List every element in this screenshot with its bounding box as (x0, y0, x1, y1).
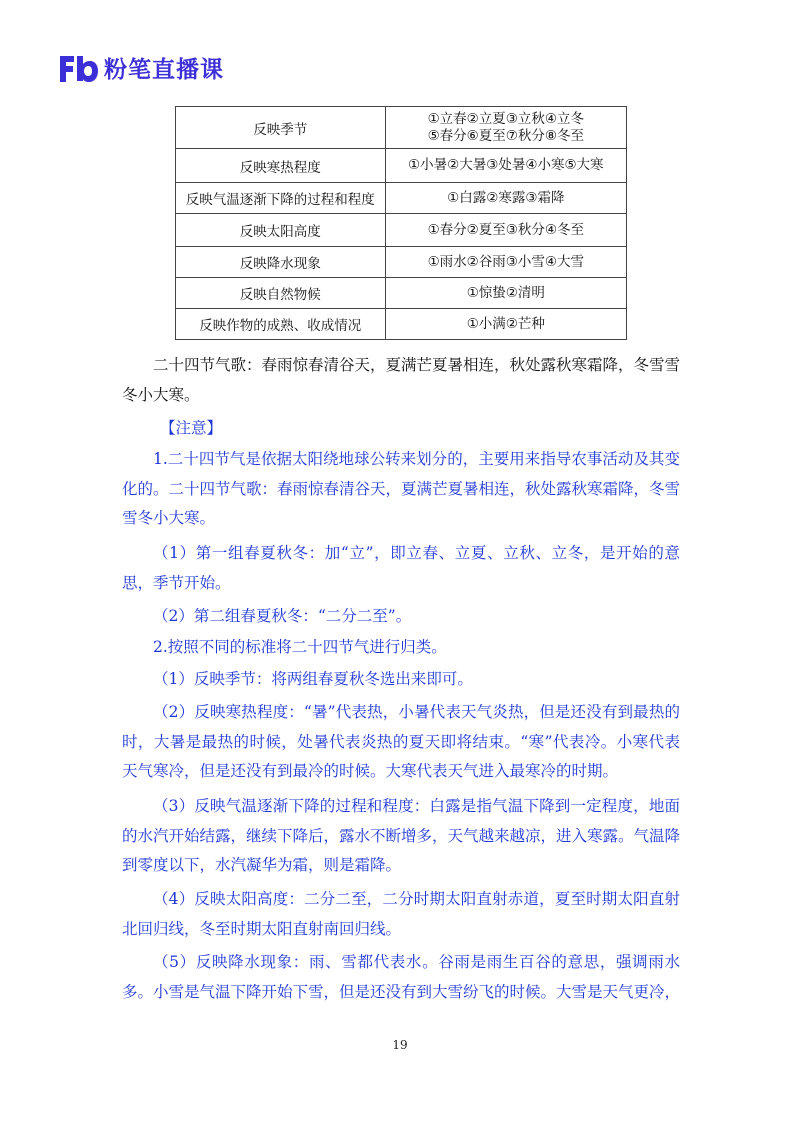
table-cell-terms: ①小满②芒种 (385, 309, 626, 340)
note-paragraph-2-2: （2）反映寒热程度：“暑”代表热，小暑代表天气炎热，但是还没有到最热的时，大暑是最热的时候，处暑代表炎热的夏天即将结束。“寒”代表冷。小寒代表天气寒冷，但是还没有到最冷的时候。大寒代表天气进入最寒冷的时期。 (122, 703, 680, 780)
note-paragraph-1: 1.二十四节气是依据太阳绕地球公转来划分的，主要用来指导农事活动及其变化的。二十四节气歌：春雨惊春清谷天，夏满芒夏暑相连，秋处露秋寒霜降，冬雪雪冬小大寒。 (122, 450, 681, 527)
table-row (176, 149, 627, 183)
table-cell-terms: ①雨水②谷雨③小雪④大雪 (385, 247, 626, 278)
table-cell-category: 反映季节 (176, 107, 386, 149)
solar-terms-song: 二十四节气歌：春雨惊春清谷天，夏满芒夏暑相连，秋处露秋寒霜降，冬雪雪冬小大寒。 (122, 356, 681, 404)
table-cell-terms: ①春分②夏至③秋分④冬至 (385, 214, 626, 247)
brand-logo (58, 50, 224, 84)
table-row (176, 183, 627, 214)
note-paragraph-2-1: （1）反映季节：将两组春夏秋冬选出来即可。 (153, 670, 473, 688)
table-cell-category: 反映作物的成熟、收成情况 (176, 309, 386, 340)
note-paragraph-2-4: （4）反映太阳高度：二分二至，二分时期太阳直射赤道，夏至时期太阳直射北回归线，冬至时期太阳直射南回归线。 (122, 890, 680, 938)
note-paragraph-2-3: （3）反映气温逐渐下降的过程和程度：白露是指气温下降到一定程度，地面的水汽开始结露，继续下降后，露水不断增多，天气越来越凉，进入寒露。气温降到零度以下，水汽凝华为霜，则是霜降。 (122, 797, 681, 874)
table-cell-terms: ①小暑②大暑③处暑④小寒⑤大寒 (385, 149, 626, 183)
table-cell-terms (385, 107, 626, 149)
table-cell-terms: ①惊蛰②清明 (385, 278, 626, 309)
note-heading: 【注意】 (160, 419, 223, 437)
solar-terms-table (175, 106, 627, 340)
table-row (176, 214, 627, 247)
page-number: 19 (392, 1038, 408, 1052)
table-row (176, 309, 627, 340)
table-cell-category: 反映太阳高度 (176, 214, 386, 247)
table-cell-category: 反映寒热程度 (176, 149, 386, 183)
table-row (176, 247, 627, 278)
note-paragraph-2: 2.按照不同的标准将二十四节气进行归类。 (153, 638, 447, 656)
note-paragraph-1-2: （2）第二组春夏秋冬：“二分二至”。 (153, 607, 412, 625)
note-paragraph-2-5: （5）反映降水现象：雨、雪都代表水。谷雨是雨生百谷的意思，强调雨水多。小雪是气温下降开始下雪，但是还没有到大雪纷飞的时候。大雪是天气更冷， (122, 953, 681, 1001)
table-cell-category: 反映自然物候 (176, 278, 386, 309)
terms-line: ①立春②立夏③立秋④立冬 (427, 110, 584, 127)
terms-line: ⑤春分⑥夏至⑦秋分⑧冬至 (427, 127, 584, 144)
table-row (176, 278, 627, 309)
note-paragraph-1-1: （1）第一组春夏秋冬：加“立”，即立春、立夏、立秋、立冬，是开始的意思，季节开始。 (122, 544, 680, 592)
table-cell-terms: ①白露②寒露③霜降 (385, 183, 626, 214)
fenbi-logo-icon (58, 50, 98, 84)
table-cell-category: 反映气温逐渐下降的过程和程度 (176, 183, 386, 214)
table-cell-category: 反映降水现象 (176, 247, 386, 278)
table-row (176, 107, 627, 149)
brand-name: 粉笔直播课 (104, 56, 224, 83)
